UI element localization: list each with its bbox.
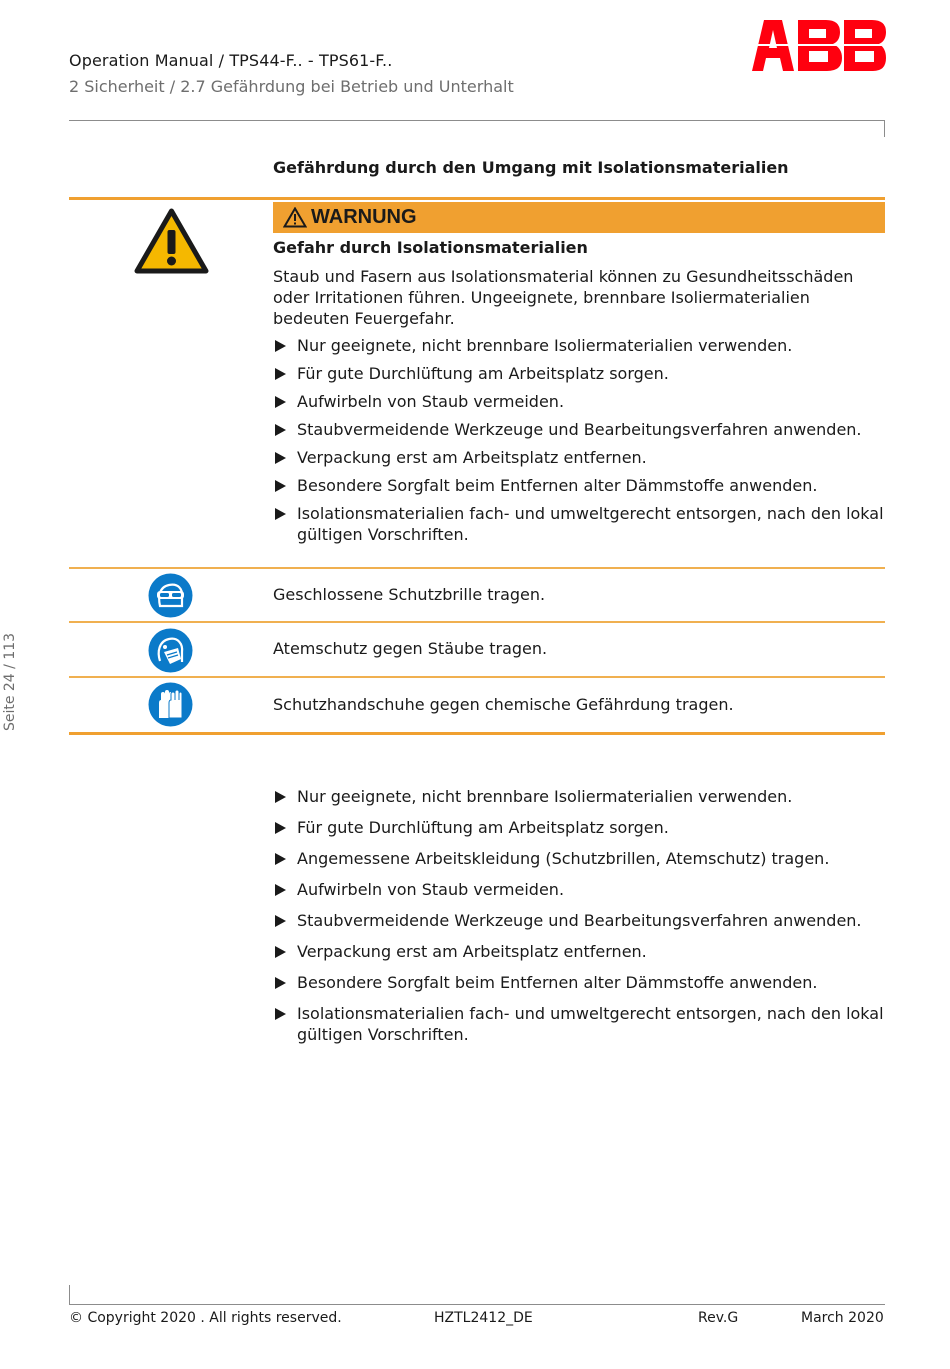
bullet-arrow-icon [275, 946, 286, 958]
ppe-row-gloves [69, 677, 885, 731]
bullet-arrow-icon [275, 822, 286, 834]
list-item: Für gute Durchlüftung am Arbeitsplatz sorgen. [273, 817, 885, 838]
bullet-arrow-icon [275, 368, 286, 380]
list-item: Angemessene Arbeitskleidung (Schutzbrillen, Atemschutz) tragen. [273, 848, 885, 869]
list-item: Besondere Sorgfalt beim Entfernen alter Dämmstoffe anwenden. [273, 972, 885, 993]
bullet-arrow-icon [275, 915, 286, 927]
warning-triangle-icon [134, 208, 209, 274]
ppe-row-goggles [69, 568, 885, 622]
bullet-arrow-icon [275, 884, 286, 896]
section-heading: Gefährdung durch den Umgang mit Isolationsmaterialien [273, 158, 789, 177]
list-item: Verpackung erst am Arbeitsplatz entfernen. [273, 941, 885, 962]
bullet-arrow-icon [275, 508, 286, 520]
footer-copyright: © Copyright 2020 . All rights reserved. [69, 1310, 342, 1326]
ppe-text: Geschlossene Schutzbrille tragen. [273, 585, 546, 604]
bullet-arrow-icon [275, 853, 286, 865]
instruction-list [273, 786, 885, 1045]
warning-bottom-rule [69, 732, 885, 735]
ppe-row-respirator [69, 622, 885, 676]
list-item: Verpackung erst am Arbeitsplatz entfernen. [273, 447, 885, 468]
breadcrumb: 2 Sicherheit / 2.7 Gefährdung bei Betrieb und Unterhalt [69, 77, 514, 96]
warning-top-rule [69, 197, 885, 200]
list-item: Staubvermeidende Werkzeuge und Bearbeitungsverfahren anwenden. [273, 419, 885, 440]
warning-banner [273, 202, 885, 233]
list-item: Isolationsmaterialien fach- und umweltgerecht entsorgen, nach den lokal gültigen Vorschriften. [273, 1003, 885, 1045]
bullet-arrow-icon [275, 396, 286, 408]
bullet-arrow-icon [275, 424, 286, 436]
list-item: Besondere Sorgfalt beim Entfernen alter Dämmstoffe anwenden. [273, 475, 885, 496]
warning-small-icon [283, 207, 307, 228]
warning-action-list [273, 335, 885, 545]
bullet-arrow-icon [275, 480, 286, 492]
warning-label: WARNUNG [311, 206, 417, 228]
warning-description: Staub und Fasern aus Isolationsmaterial können zu Gesundheitsschäden oder Irritationen führen. Ungeeignete, brennbare Isoliermaterialien bedeuten Feuergefahr. [273, 267, 854, 328]
bullet-arrow-icon [275, 791, 286, 803]
list-item: Isolationsmaterialien fach- und umweltgerecht entsorgen, nach den lokal gültigen Vorschriften. [273, 503, 885, 545]
page-number-label: Seite 24 / 113 [2, 632, 18, 732]
list-item: Für gute Durchlüftung am Arbeitsplatz sorgen. [273, 363, 885, 384]
footer-doc-id: HZTL2412_DE [434, 1310, 533, 1326]
header-divider [69, 120, 885, 121]
header-divider-tick [884, 120, 885, 137]
bullet-arrow-icon [275, 340, 286, 352]
bullet-arrow-icon [275, 452, 286, 464]
footer-revision: Rev.G [698, 1310, 739, 1326]
bullet-arrow-icon [275, 977, 286, 989]
bullet-arrow-icon [275, 1008, 286, 1020]
footer-date: March 2020 [801, 1310, 884, 1326]
list-item: Nur geeignete, nicht brennbare Isoliermaterialien verwenden. [273, 335, 885, 356]
document-title: Operation Manual / TPS44-F.. - TPS61-F.. [69, 51, 393, 70]
safety-goggles-icon [148, 573, 193, 618]
ppe-text: Schutzhandschuhe gegen chemische Gefährdung tragen. [273, 695, 734, 714]
footer-divider-tick [69, 1285, 70, 1304]
list-item: Aufwirbeln von Staub vermeiden. [273, 879, 885, 900]
footer-divider [69, 1304, 885, 1305]
list-item: Staubvermeidende Werkzeuge und Bearbeitungsverfahren anwenden. [273, 910, 885, 931]
list-item: Aufwirbeln von Staub vermeiden. [273, 391, 885, 412]
list-item: Nur geeignete, nicht brennbare Isoliermaterialien verwenden. [273, 786, 885, 807]
warning-subtitle: Gefahr durch Isolationsmaterialien [273, 238, 588, 257]
respirator-mask-icon [148, 628, 193, 673]
abb-logo [752, 20, 886, 71]
protective-gloves-icon [148, 682, 193, 727]
ppe-text: Atemschutz gegen Stäube tragen. [273, 639, 548, 658]
